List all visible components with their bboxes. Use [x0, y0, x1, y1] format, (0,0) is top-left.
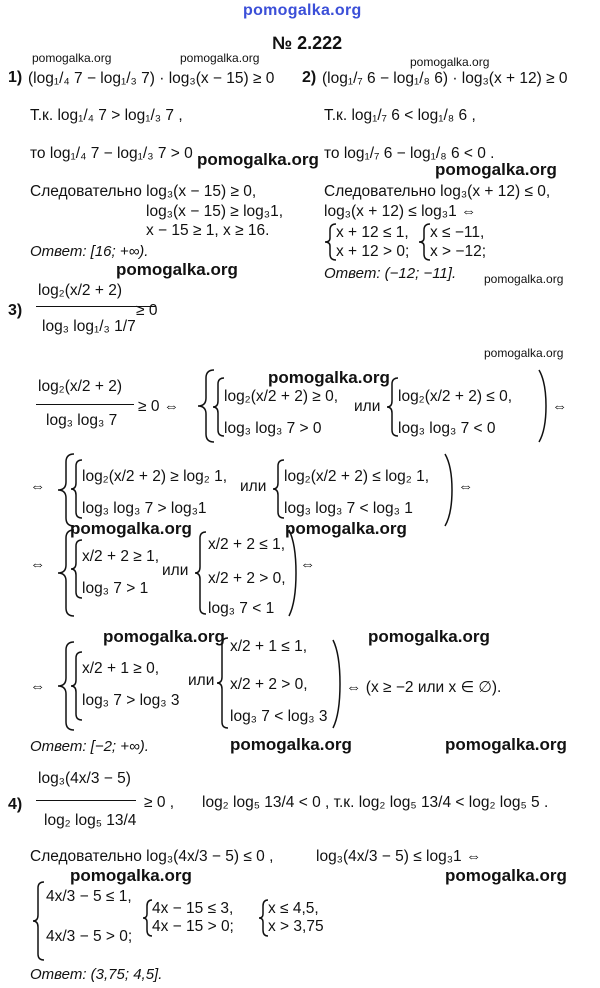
p4-answer: Ответ: (3,75; 4,5].	[30, 966, 163, 983]
p3-equiv-e2: ⇔	[300, 556, 316, 573]
p3-h3: log₃ 7 < log₃ 3	[230, 708, 328, 725]
watermark: pomogalka.org	[484, 346, 564, 360]
watermark: pomogalka.org	[197, 150, 319, 169]
p3-b1: log₂(x/2 + 2) ≤ 0,	[398, 388, 513, 405]
p3-a1: log₂(x/2 + 2) ≥ 0,	[224, 388, 339, 405]
p3-right-bracket-a	[536, 368, 550, 444]
p3-or-g: или	[188, 672, 215, 689]
watermark: pomogalka.org	[70, 866, 192, 885]
p3-relation: ≥ 0	[136, 302, 158, 319]
p4-sys1-a: 4x/3 − 5 ≤ 1,	[46, 888, 132, 905]
p1-line2: то log₁/₄ 7 − log₁/₃ 7 > 0	[30, 145, 193, 162]
watermark: pomogalka.org	[103, 627, 225, 646]
watermark: pomogalka.org	[285, 519, 407, 538]
p3-c1: log₂(x/2 + 2) ≥ log₂ 1,	[82, 468, 228, 485]
p4-line2: log₃(4x/3 − 5) ≤ log₃1 ⇔	[316, 848, 482, 865]
p4-sys1-b: 4x/3 − 5 > 0;	[46, 928, 133, 945]
p3-f1: x/2 + 2 ≤ 1,	[208, 536, 286, 553]
p1-expression: (log₁/₄ 7 − log₁/₃ 7) · log₃(x − 15) ≥ 0	[28, 70, 275, 87]
watermark: pomogalka.org	[32, 51, 112, 65]
p1-line3: Следовательно log₃(x − 15) ≥ 0,	[30, 183, 257, 200]
p3-e2: log₃ 7 > 1	[82, 580, 149, 597]
problem-number: № 2.222	[272, 33, 343, 53]
p3-equiv-c: ⇔	[30, 478, 46, 495]
p1-answer: Ответ: [16; +∞).	[30, 243, 149, 260]
p2-sys2-b: x > −12;	[430, 243, 487, 260]
p3-denominator: log₃ log₁/₃ 1/7	[42, 318, 136, 335]
p2-answer: Ответ: (−12; −11].	[324, 265, 457, 282]
p2-sys2-a: x ≤ −11,	[430, 224, 485, 241]
p3-answer: Ответ: [−2; +∞).	[30, 738, 149, 755]
p4-label: 4)	[8, 796, 23, 813]
p3-equiv-a: ⇔	[552, 398, 568, 415]
p3-equiv-c2: ⇔	[458, 478, 474, 495]
p4-line1: Следовательно log₃(4x/3 − 5) ≤ 0 ,	[30, 848, 274, 865]
watermark: pomogalka.org	[410, 55, 490, 69]
p3-or-a: или	[354, 398, 381, 415]
p4-fraction-bar	[36, 800, 136, 801]
p3-right-bracket-g	[330, 638, 344, 730]
p1-line4: log₃(x − 15) ≥ log₃1,	[146, 203, 284, 220]
p2-line4: log₃(x + 12) ≤ log₃1 ⇔	[324, 203, 477, 220]
p2-line3: Следовательно log₃(x + 12) ≤ 0,	[324, 183, 551, 200]
watermark: pomogalka.org	[70, 519, 192, 538]
p4-sys2-b: 4x − 15 > 0;	[152, 918, 234, 935]
p4-condition: log₂ log₅ 13/4 < 0 , т.к. log₂ log₅ 13/4 < log₂ log₅ 5 .	[202, 794, 549, 811]
p3-tail: ⇔ (x ≥ −2 или x ∈ ∅).	[346, 679, 502, 696]
p3-h2: x/2 + 2 > 0,	[230, 676, 308, 693]
p4-sys2-a: 4x − 15 ≤ 3,	[152, 900, 234, 917]
p2-expression: (log₁/₇ 6 − log₁/₈ 6) · log₃(x + 12) ≥ 0	[322, 70, 568, 87]
p2-line2: то log₁/₇ 6 − log₁/₈ 6 < 0 .	[324, 145, 495, 162]
p3-r2-denominator: log₃ log₃ 7	[46, 412, 118, 429]
watermark: pomogalka.org	[445, 735, 567, 754]
p3-r2-fraction-bar	[36, 404, 134, 405]
p4-sys3-b: x > 3,75	[268, 918, 324, 935]
watermark: pomogalka.org	[368, 627, 490, 646]
p2-line1: Т.к. log₁/₇ 6 < log₁/₈ 6 ,	[324, 107, 476, 124]
p3-label: 3)	[8, 302, 23, 319]
p3-f3: log₃ 7 < 1	[208, 600, 275, 617]
p3-d1: log₂(x/2 + 2) ≤ log₂ 1,	[284, 468, 430, 485]
watermark: pomogalka.org	[435, 160, 557, 179]
p4-denominator: log₂ log₅ 13/4	[44, 812, 137, 829]
watermark: pomogalka.org	[484, 272, 564, 286]
p3-g2: log₃ 7 > log₃ 3	[82, 692, 180, 709]
p3-e1: x/2 + 2 ≥ 1,	[82, 548, 160, 565]
p3-right-bracket-e	[286, 528, 300, 618]
p1-line1: Т.к. log₁/₄ 7 > log₁/₃ 7 ,	[30, 107, 183, 124]
p3-numerator: log₂(x/2 + 2)	[38, 282, 122, 299]
p1-line5: x − 15 ≥ 1, x ≥ 16.	[146, 222, 270, 239]
p3-equiv-g: ⇔	[30, 678, 46, 695]
p3-r2-relation: ≥ 0 ⇔	[138, 398, 180, 415]
p2-sys1-b: x + 12 > 0;	[336, 243, 410, 260]
p4-relation: ≥ 0 ,	[144, 794, 175, 811]
p3-g1: x/2 + 1 ≥ 0,	[82, 660, 160, 677]
p3-or-c: или	[240, 478, 267, 495]
p4-numerator: log₃(4x/3 − 5)	[38, 770, 131, 787]
p3-r2-numerator: log₂(x/2 + 2)	[38, 378, 122, 395]
site-watermark-top[interactable]: pomogalka.org	[243, 2, 362, 19]
watermark: pomogalka.org	[268, 368, 390, 387]
p3-right-bracket-c	[442, 452, 456, 528]
p3-or-e: или	[162, 562, 189, 579]
watermark: pomogalka.org	[180, 51, 260, 65]
p3-equiv-e: ⇔	[30, 556, 46, 573]
p3-f2: x/2 + 2 > 0,	[208, 570, 286, 587]
p3-a2: log₃ log₃ 7 > 0	[224, 420, 322, 437]
watermark: pomogalka.org	[230, 735, 352, 754]
p4-sys3-a: x ≤ 4,5,	[268, 900, 319, 917]
p3-d2: log₃ log₃ 7 < log₃ 1	[284, 500, 413, 517]
p3-h1: x/2 + 1 ≤ 1,	[230, 638, 308, 655]
p2-label: 2)	[302, 69, 317, 86]
p2-sys1-a: x + 12 ≤ 1,	[336, 224, 409, 241]
p3-b2: log₃ log₃ 7 < 0	[398, 420, 496, 437]
p1-label: 1)	[8, 69, 23, 86]
p3-c2: log₃ log₃ 7 > log₃1	[82, 500, 207, 517]
watermark: pomogalka.org	[445, 866, 567, 885]
watermark: pomogalka.org	[116, 260, 238, 279]
